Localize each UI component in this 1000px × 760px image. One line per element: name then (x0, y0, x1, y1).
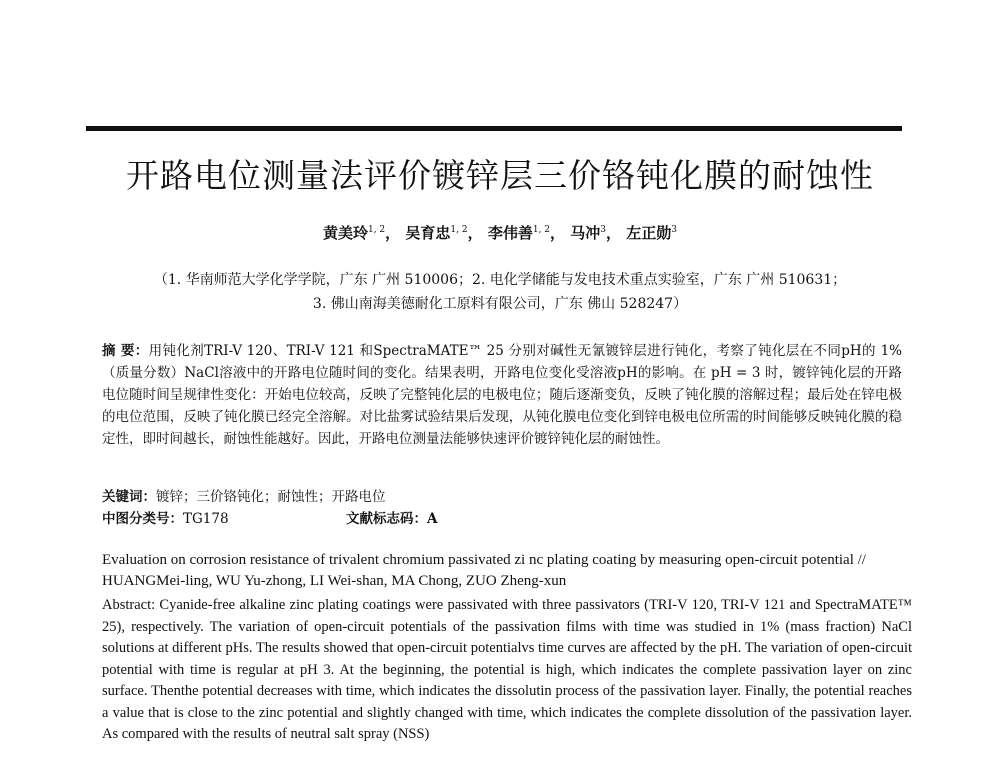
document-code-label: 文献标志码： (346, 511, 427, 527)
abstract-text: 用钝化剂TRI-V 120、TRI-V 121 和SpectraMATE™ 25 分别对碱性无氰镀锌层进行钝化，考察了钝化层在不同pH的 1%（质量分数）NaCl溶液中的开路电位随时间的变化。结果表明，开路电位变化受溶液pH的影响。在 pH = 3 时，镀锌钝化层的开路电位随时间呈规律性变化：开始电位较高，反映了完整钝化层的电极电位；随后逐渐变负，反映了钝化膜的溶解过程；最后处在锌电极的电位范围，反映了钝化膜已经完全溶解。对比盐雾试验结果后发现，从钝化膜电位变化到锌电极电位所需的时间能够反映钝化膜的稳定性，即时间越长，耐蚀性能越好。因此，开路电位测量法能够快速评价镀锌钝化层的耐蚀性。 (102, 343, 902, 447)
author: 左正勋$^3$ (626, 224, 678, 242)
author: 吴育忠$^{1, 2}$ (405, 224, 468, 242)
english-abstract-label: Abstract: (102, 597, 156, 613)
author-list: 黄美玲$^{1, 2}$， 吴育忠$^{1, 2}$， 李伟善$^{1, 2}$， 马冲$^3$， 左正勋$^3$ (322, 224, 678, 242)
paper-title: 开路电位测量法评价镀锌层三价铬钝化膜的耐蚀性 (126, 156, 874, 195)
english-abstract-text: Cyanide-free alkaline zinc plating coatings were passivated with three passivators (TRI-V 120, TRI-V 121 and SpectraMATE™ 25), respectively. The variation of open-circuit potentials of the passivation films with time was studied in 1% (mass fraction) NaCl solutions at different pHs. The results showed that open-circuit potentialvs time curves are affected by the pH. The variation of open-circuit potential with time is regular at pH 3. At the beginning, the potential is high, which indicates the complete passivation layer on zinc surface. Thenthe potential decreases with time, which indicates the dissolutin process of the passivation layer. Finally, the potential reaches a value that is close to the zinc potential and slightly changed with time, which indicates the complete dissolution of the passivation layer. As compared with the results of neutral salt spray (NSS) (102, 597, 912, 742)
affiliation-line-1: （1. 华南师范大学化学学院，广东 广州 510006；2. 电化学储能与发电技术重点实验室，广东 广州 510631； (153, 272, 847, 288)
document-code (346, 508, 437, 530)
classification-value: TG178 (183, 511, 229, 527)
classification-label: 中图分类号： (102, 511, 183, 527)
affiliation-line-2: 3. 佛山南海美德耐化工原料有限公司，广东 佛山 528247） (312, 296, 688, 312)
chinese-abstract (102, 340, 902, 450)
author: 李伟善$^{1, 2}$ (487, 224, 551, 242)
keywords (102, 486, 386, 508)
classification-line (102, 508, 902, 530)
header-rule (86, 126, 902, 131)
document-code-value: A (427, 511, 438, 527)
english-title: Evaluation on corrosion resistance of trivalent chromium passivated zi nc plating coating by measuring open-circuit potential // HUANGMei-ling, WU Yu-zhong, LI Wei-shan, MA Chong, ZUO Zheng-xun (102, 552, 866, 589)
author: 黄美玲$^{1, 2}$ (322, 224, 386, 242)
abstract-label: 摘 要： (102, 343, 149, 359)
english-abstract (102, 595, 912, 746)
keywords-label: 关键词： (102, 489, 156, 505)
author: 马冲$^3$ (570, 224, 607, 242)
affiliations (80, 268, 920, 316)
keywords-text: 镀锌；三价铬钝化；耐蚀性；开路电位 (156, 489, 386, 505)
